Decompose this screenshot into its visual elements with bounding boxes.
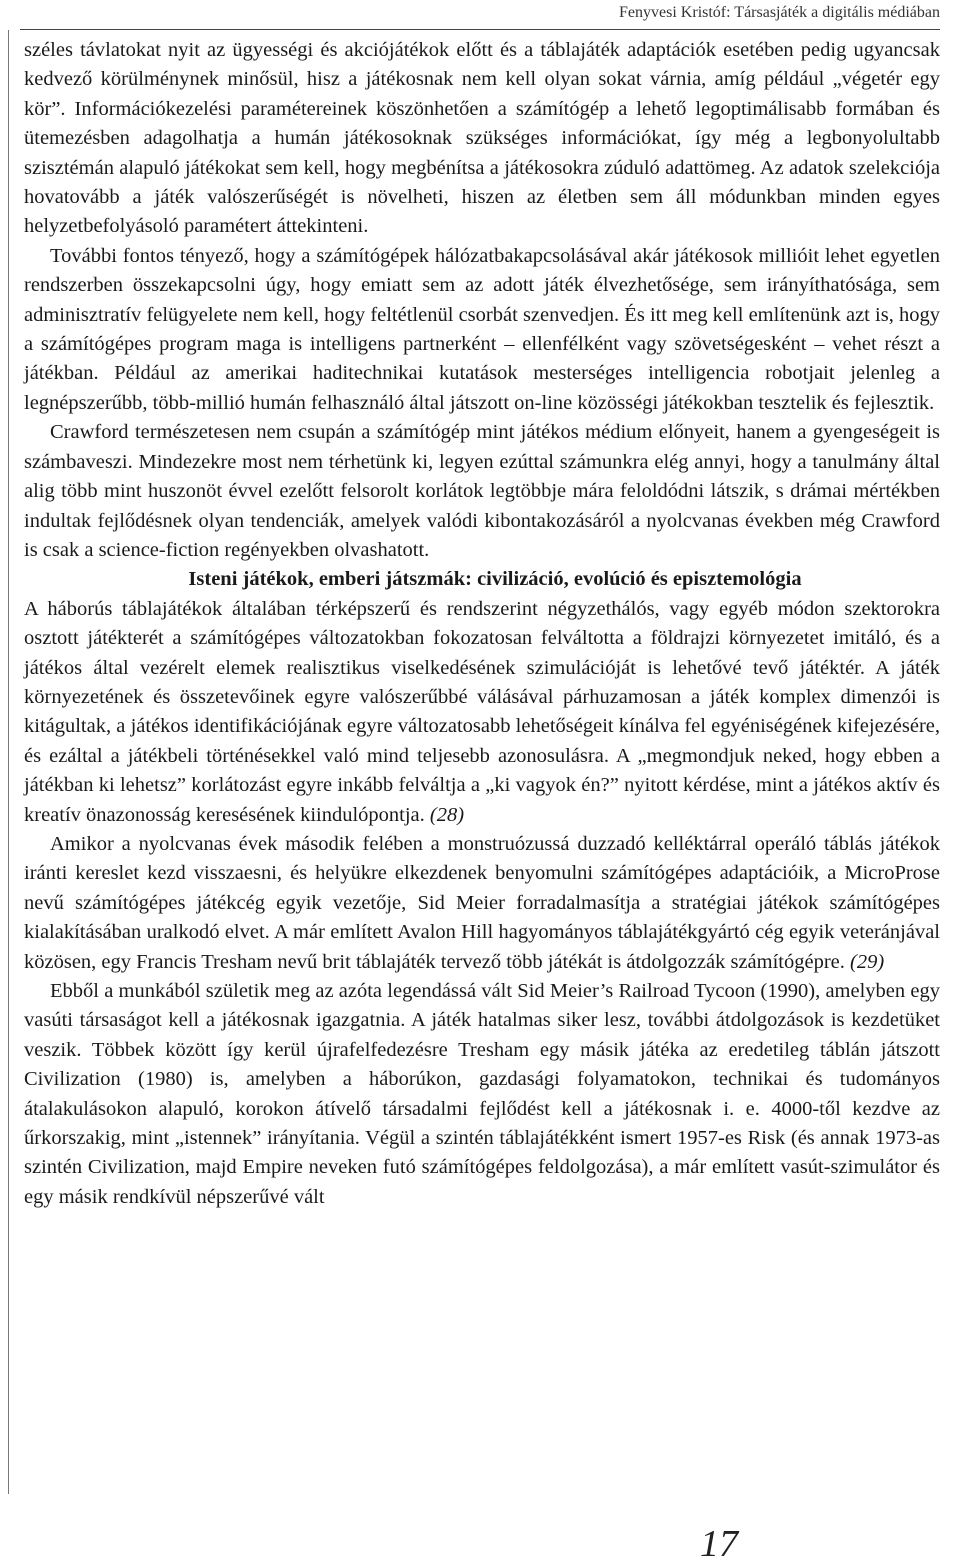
paragraph xyxy=(24,830,940,977)
page-body xyxy=(24,36,940,1212)
citation-ref: (28) xyxy=(429,803,465,826)
paragraph: Crawford természetesen nem csupán a számítógép mint játékos médium előnyeit, hanem a gyengeségeit is számbaveszi. Mindezekre most nem térhetünk ki, legyen ezúttal számunkra elég annyi, hogy a tanulmány által alig több mint huszonöt évvel ezelőtt felsorolt korlátok legtöbbje mára feloldódni látszik, s drámai mértékben indultak fejlődésnek olyan tendenciák, amelyek valódi kibontakozásáról a nyolcvanas években még Crawford is csak a science-fiction regényekben olvashatott. xyxy=(24,421,940,561)
section-title: Isteni játékok, emberi játszmák: civilizáció, evolúció és episztemológia xyxy=(188,568,802,591)
running-head: Fenyvesi Kristóf: Társasjáték a digitális médiában xyxy=(619,4,940,21)
paragraph xyxy=(24,977,940,1212)
paragraph: széles távlatokat nyit az ügyességi és akciójátékok előtt és a táblajáték adaptációk esetében pedig ugyancsak kedvező körülménynek minősül, hisz a játékosnak nem kell olyan sokat várnia, amíg például „végetér egy kör”. Információkezelési paramétereinek köszönhetően a számítógép a lehető legoptimálisabb formában és ütemezésben adagolhatja a humán játékosoknak szükséges információkat, így még a legbonyolultabb szisztémán alapuló játékokat sem kell, hogy megbénítsa a játékosokra zúduló adattömeg. Az adatok szelekciója hovatovább a játék valószerűségét is növelheti, hiszen az életben sem áll módunkban minden egyes helyzetbefolyásoló paramétert áttekinteni. xyxy=(24,39,940,238)
paragraph-text: Amikor a nyolcvanas évek második felében a monstruózussá duzzadó kelléktárral operáló táblás játékok iránti kereslet kezd visszaesni, és helyükre elkezdenek benyomulni számítógépes adaptációik, a MicroProse nevű számítógépes játékcég egyik vezetője, Sid Meier forradalmasítja a stratégiai játékok számítógépes kialakításában uralkodó elvet. A már említett Avalon Hill hagyományos táblajátékgyártó cég egyik veteránjával közösen, egy Francis Tresham nevű brit táblajáték tervező több játékát is átdolgozzák számítógépre. xyxy=(24,832,940,973)
paragraph-text: Ebből a munkából születik meg az azóta legendássá vált Sid Meier’s Railroad Tycoon (1990), amelyben egy vasúti társaságot kell a játékosnak igazgatnia. A játék hatalmas siker lesz, további átdolgozások is kezdetüket veszik. Többek között így kerül újrafelfedezésre Tresham egy másik játéka az eredetileg táblán játszott Civilization (1980) is, amelyben a háborúkon, gazdasági folyamatokon, technikai és tudományos átalakulásokon alapuló, korokon átívelő társadalmi fejlődést kell a játékosnak i. e. 4000-től kezdve az űrkorszakig, mint „istennek” irányítania. Végül a szintén táblajátékként ismert 1957-es Risk (és annak 1973-as szintén Civilization, majd Empire neveken futó számítógépes feldolgozása), a már említett vasút-szimulátor és egy másik rendkívül népszerűvé vált xyxy=(24,980,940,1208)
margin-rule xyxy=(8,30,9,1494)
page-number: 17 xyxy=(700,1523,738,1565)
paragraph: További fontos tényező, hogy a számítógépek hálózatbakapcsolásával akár játékosok millióit lehet egyetlen rendszerben összekapcsolni úgy, hogy emiatt sem az adott játék élvezhetősége, sem irányíthatósága, sem adminisztratív felügyelete nem kell, hogy feltétlenül csorbát szenvedjen. És itt meg kell említenünk azt is, hogy a számítógépes program maga is intelligens partnerként – ellenfélként vagy szövetségesként – vehet részt a játékban. Például az amerikai haditechnikai kutatások mesterséges intelligencia robotjait jelenleg a legnépszerűbb, több-millió humán felhasználó által játszott on-line közösségi játékokban tesztelik és fejlesztik. xyxy=(24,244,940,414)
paragraph xyxy=(24,595,940,830)
paragraph-text: A háborús táblajátékok általában térképszerű és rendszerint négyzethálós, vagy egyéb módon szektorokra osztott játékterét a számítógépes változatokban fokozatosan felváltotta a földrajzi környezetet imitáló, és a játékos által vezérelt elemek realisztikus viselkedésének szimulációját is lehetővé tevő játéktér. A játék környezetének és összetevőinek egyre valószerűbbé válásával párhuzamosan a játék komplex dimenzói is kitágultak, a játékos identifikációjának egyre változatosabb lehetőségeit kínálva fel egyéniségének kifejezésére, és ezáltal a játékbeli történésekkel való mind teljesebb azonosulásra. A „megmondjuk neked, hogy ebben a játékban ki lehetsz” korlátozást egyre inkább felváltja a „ki vagyok én?” nyitott kérdése, mint a játékos aktív és kreatív önazonosság keresésének kiindulópontja. xyxy=(24,597,940,826)
citation-ref: (29) xyxy=(850,950,885,973)
header-rule xyxy=(20,29,940,30)
